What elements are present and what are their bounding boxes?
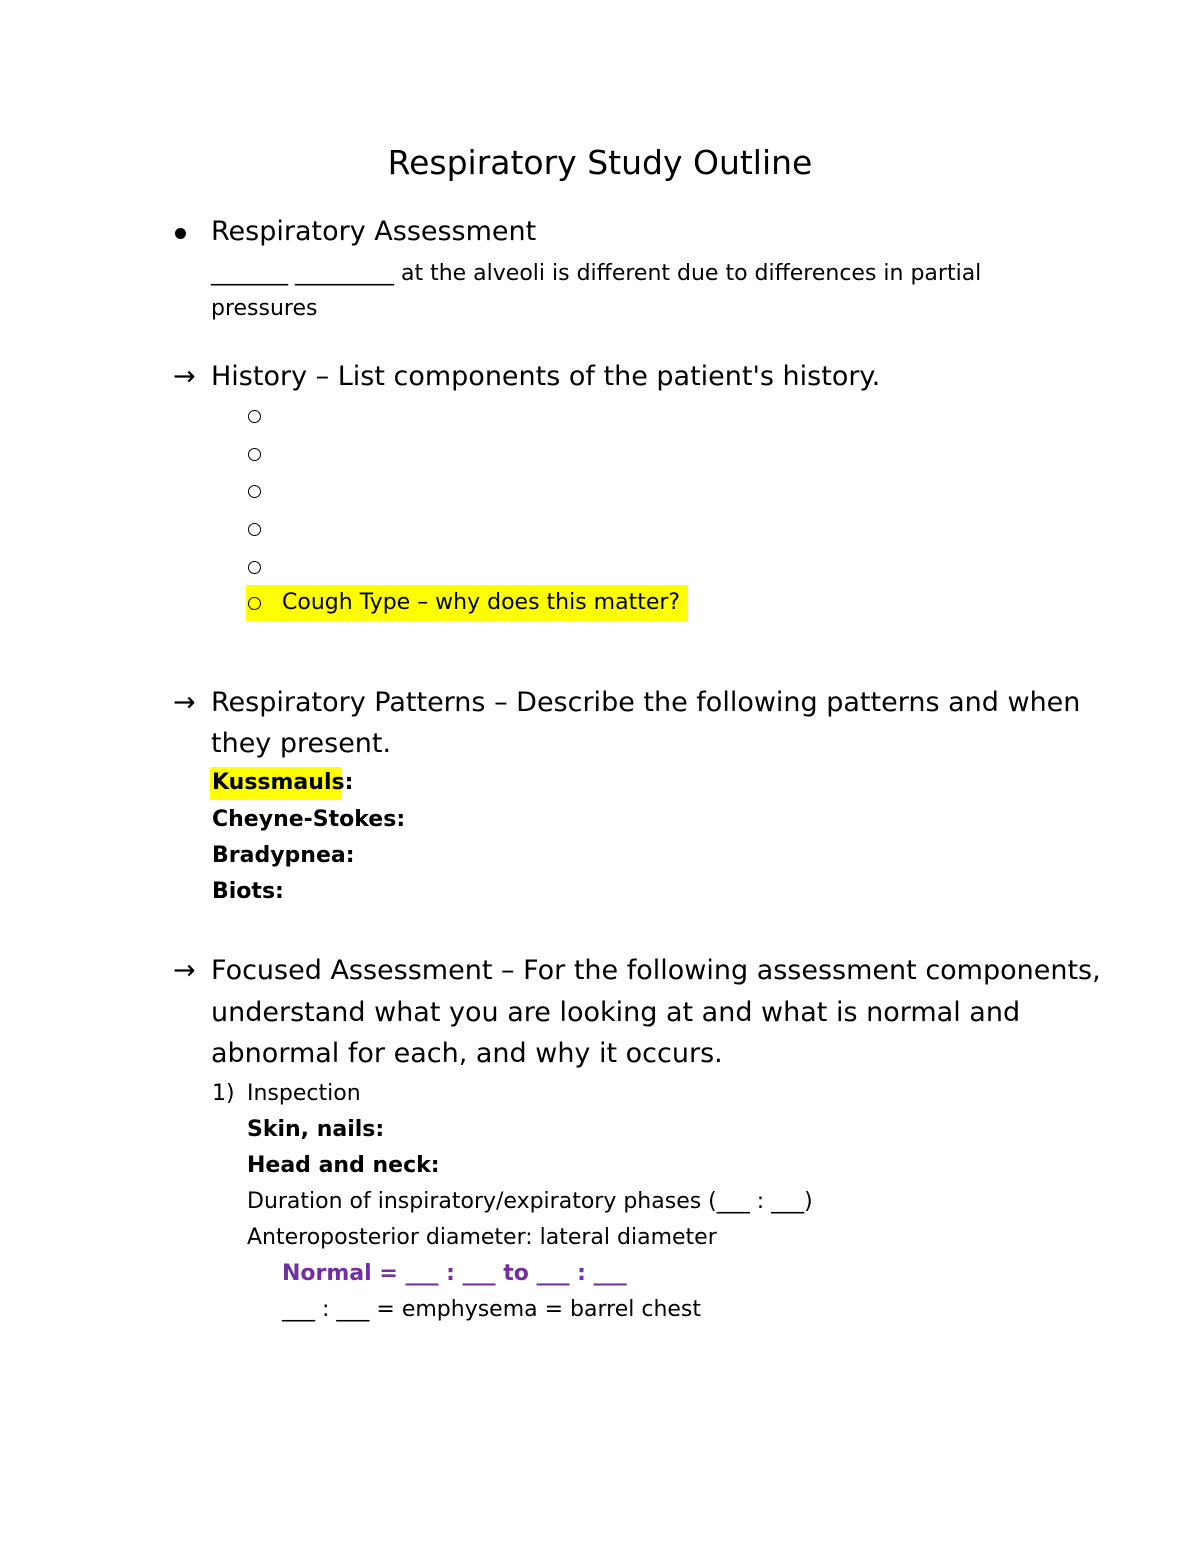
empty-circle-bullet-icon: [248, 448, 261, 461]
alveoli-blank-line: _______ _________ at the alveoli is different due to differences in partial: [211, 261, 982, 286]
head-neck-label: Head and neck:: [247, 1153, 440, 1178]
arrow-icon: →: [173, 361, 196, 392]
inspection-label: Inspection: [247, 1081, 361, 1106]
section-heading-respiratory-assessment: Respiratory Assessment: [211, 216, 537, 247]
emphysema-line: ___ : ___ = emphysema = barrel chest: [282, 1297, 702, 1322]
page-title: Respiratory Study Outline: [387, 143, 813, 182]
empty-circle-bullet-icon: [248, 561, 261, 574]
cough-type-item: Cough Type – why does this matter?: [282, 590, 681, 615]
duration-line: Duration of inspiratory/expiratory phases (___ : ___): [247, 1189, 813, 1214]
pattern-biots: Biots:: [212, 879, 284, 904]
patterns-heading-cont: they present.: [211, 728, 392, 759]
pattern-kussmauls: Kussmauls:: [212, 770, 354, 795]
empty-circle-bullet-icon: [248, 485, 261, 498]
list-number: 1): [212, 1081, 235, 1106]
arrow-icon: →: [173, 955, 196, 986]
alveoli-blank-line-cont: pressures: [211, 296, 318, 321]
normal-ratio-line: Normal = ___ : ___ to ___ : ___: [282, 1261, 627, 1286]
ap-diameter-line: Anteroposterior diameter: lateral diameter: [247, 1225, 717, 1250]
skin-nails-label: Skin, nails:: [247, 1117, 385, 1142]
empty-circle-bullet-icon: [248, 410, 261, 423]
pattern-cheyne-stokes: Cheyne-Stokes:: [212, 807, 406, 832]
bullet-dot-icon: [175, 228, 186, 239]
arrow-icon: →: [173, 687, 196, 718]
pattern-bradypnea: Bradypnea:: [212, 843, 355, 868]
empty-circle-bullet-icon: [248, 523, 261, 536]
history-heading: History – List components of the patient's history.: [211, 361, 881, 392]
focused-heading-cont: understand what you are looking at and what is normal and: [211, 997, 1021, 1028]
focused-heading-cont: abnormal for each, and why it occurs.: [211, 1038, 723, 1069]
patterns-heading: Respiratory Patterns – Describe the following patterns and when: [211, 687, 1081, 718]
focused-heading: Focused Assessment – For the following assessment components,: [211, 955, 1101, 986]
empty-circle-bullet-icon: [248, 597, 261, 610]
